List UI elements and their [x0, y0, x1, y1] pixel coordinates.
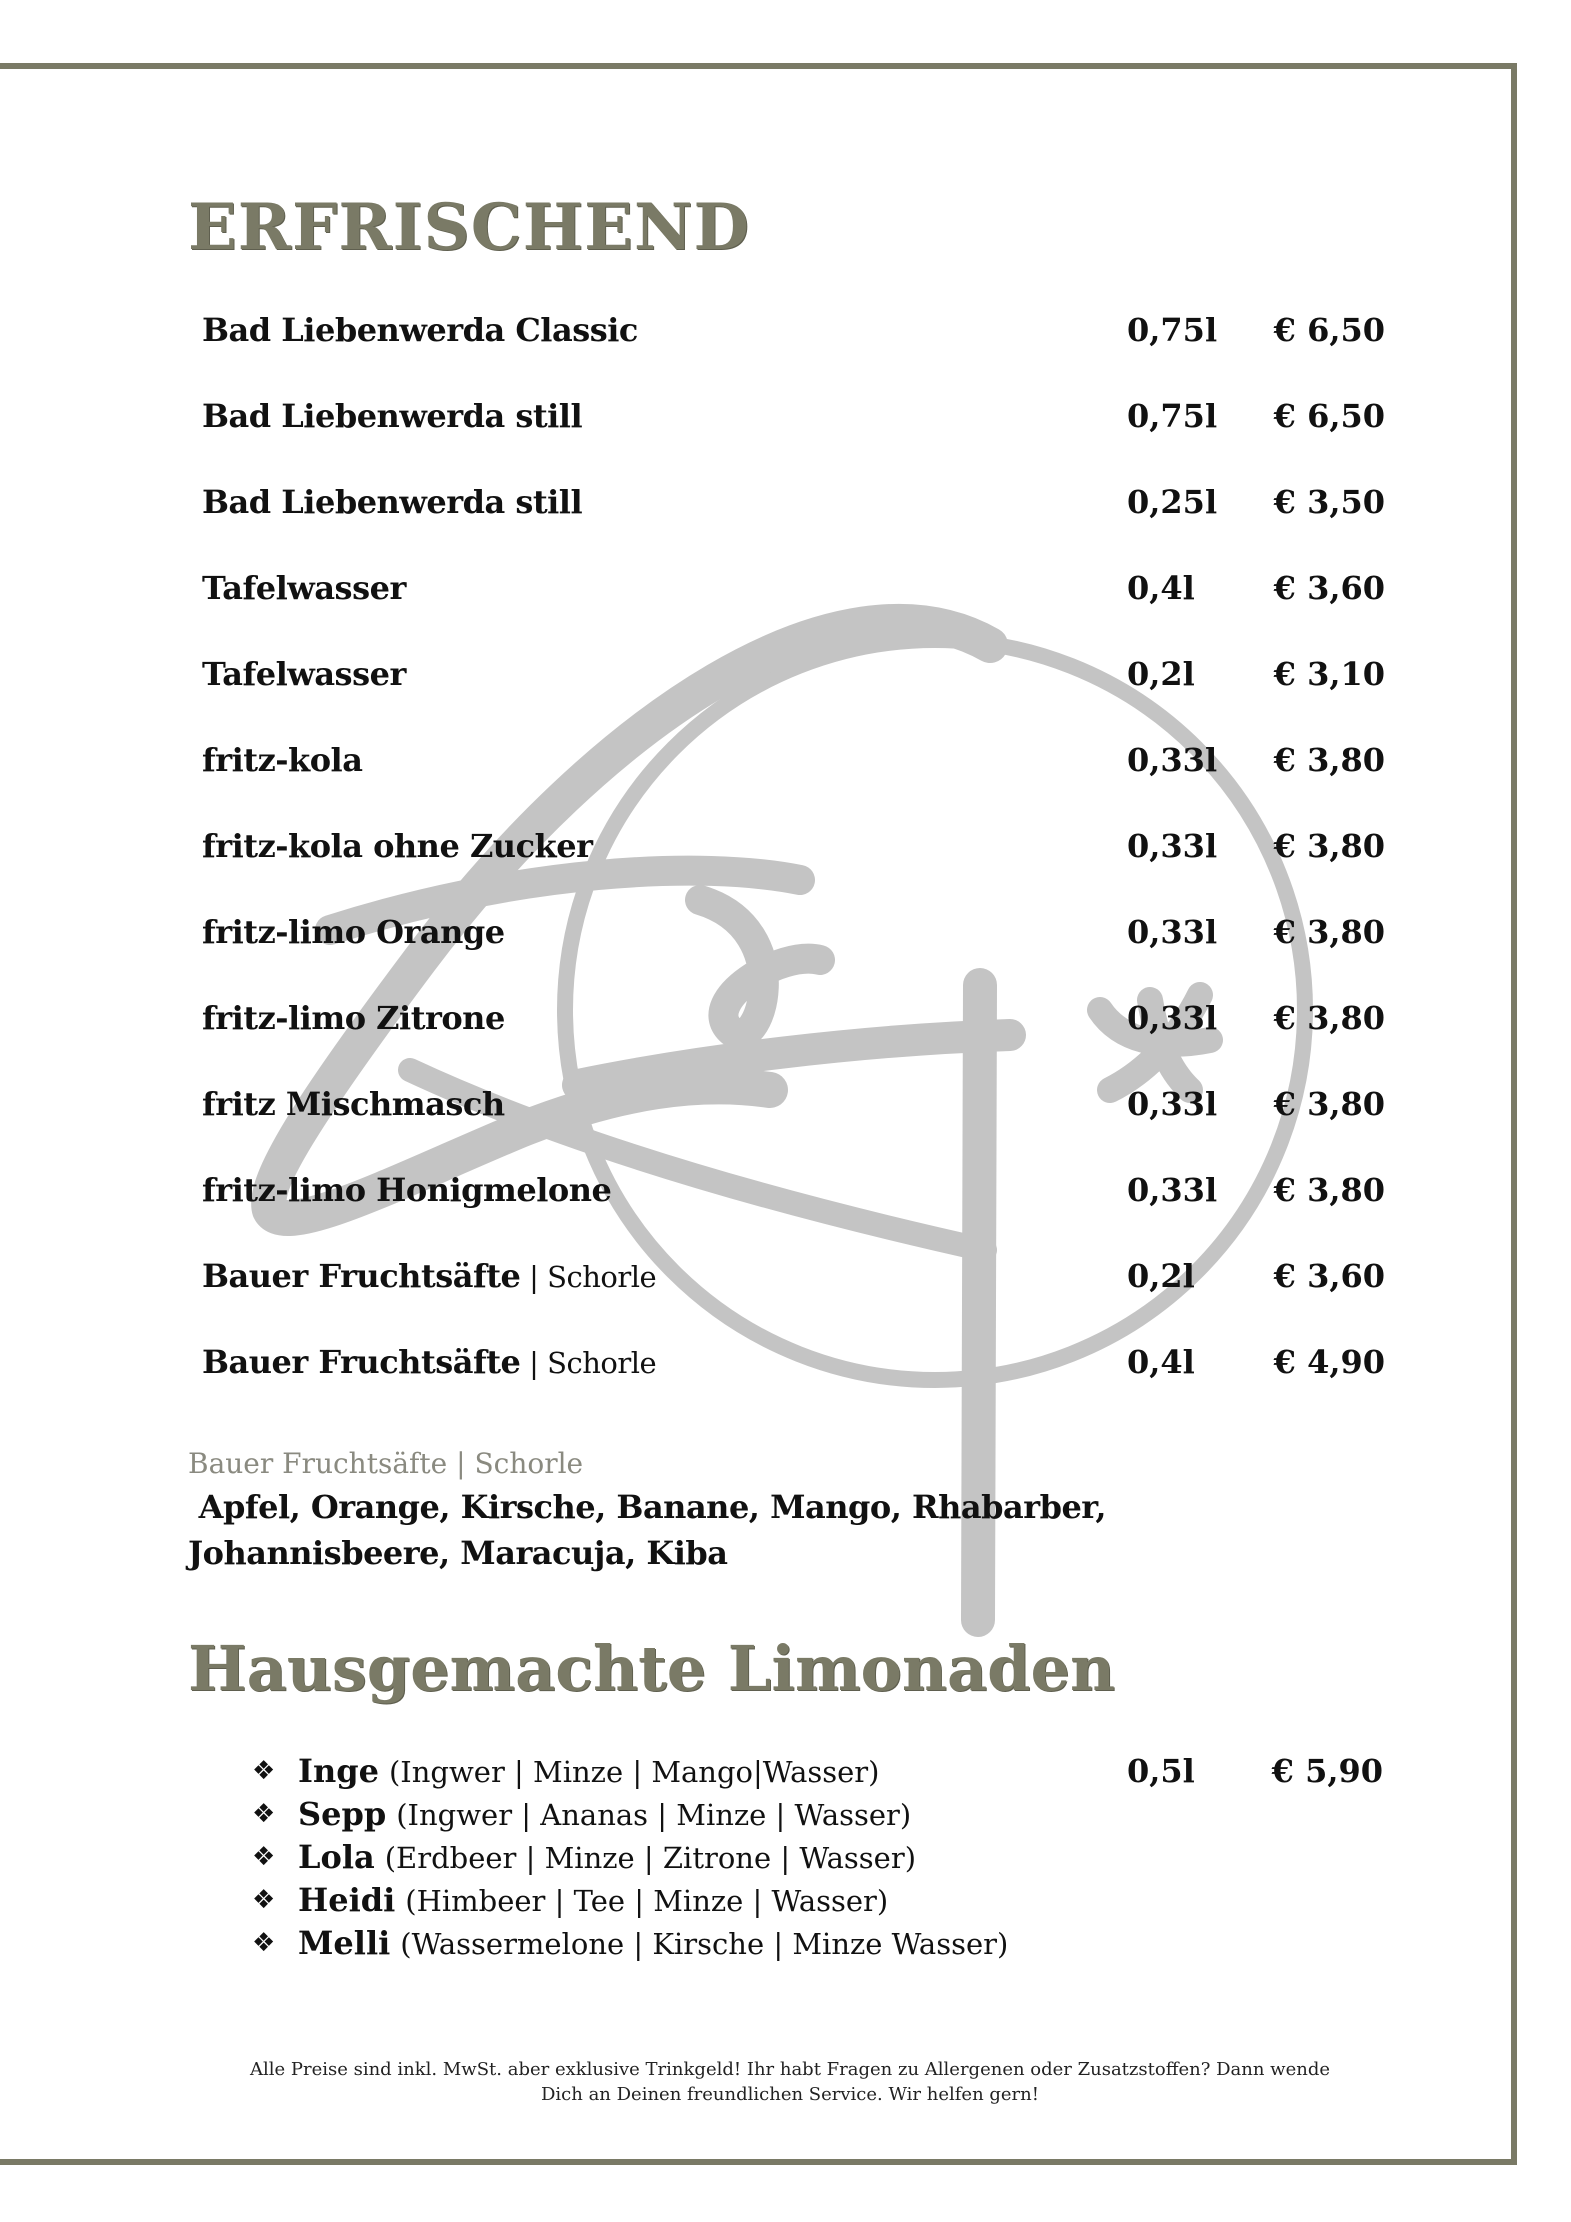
menu-item-name — [202, 655, 406, 693]
menu-item-title: Bad Liebenwerda still — [202, 397, 583, 435]
menu-item-name — [202, 827, 592, 865]
menu-item-row — [202, 1251, 1402, 1337]
lemonade-name — [298, 1752, 879, 1790]
menu-item-row — [202, 1079, 1402, 1165]
juice-flavors-line-1: Apfel, Orange, Kirsche, Banane, Mango, Rhabarber, — [188, 1488, 1106, 1526]
menu-item-row — [202, 907, 1402, 993]
menu-item-name — [202, 569, 406, 607]
menu-item-name — [202, 1343, 656, 1381]
menu-item-name — [202, 483, 582, 521]
lemonade-name — [298, 1924, 1008, 1962]
menu-item-row — [202, 391, 1402, 477]
menu-item-title: Tafelwasser — [202, 569, 406, 607]
footer-line-2: Dich an Deinen freundlichen Service. Wir helfen gern! — [540, 2084, 1039, 2105]
menu-item-name — [202, 1085, 505, 1123]
lemonade-name — [298, 1795, 911, 1833]
lemonade-ingredients: (Himbeer | Tee | Minze | Wasser) — [405, 1884, 889, 1918]
menu-item-size: 0,75l — [1127, 311, 1218, 349]
footer-line-1: Alle Preise sind inkl. MwSt. aber exklusive Trinkgeld! Ihr habt Fragen zu Allergenen oder Zusatzstoffen? Dann wende — [249, 2059, 1331, 2080]
menu-item-title: fritz-limo Honigmelone — [202, 1171, 612, 1209]
menu-item-size: 0,33l — [1127, 1171, 1218, 1209]
menu-item-size: 0,4l — [1127, 569, 1195, 607]
menu-item-price: € 3,60 — [1273, 1257, 1385, 1295]
menu-item-price: € 3,60 — [1273, 569, 1385, 607]
menu-item-price: € 6,50 — [1273, 397, 1385, 435]
menu-item-price: € 3,10 — [1273, 655, 1385, 693]
menu-item-title: Tafelwasser — [202, 655, 406, 693]
diamond-bullet-icon: ❖ — [252, 1842, 276, 1872]
menu-item-row — [202, 1165, 1402, 1251]
menu-item-size: 0,4l — [1127, 1343, 1195, 1381]
juice-flavors-line-2: Johannisbeere, Maracuja, Kiba — [188, 1534, 728, 1572]
lemonade-ingredients: (Ingwer | Ananas | Minze | Wasser) — [396, 1798, 912, 1832]
lemonade-size: 0,5l — [1127, 1752, 1195, 1790]
menu-item-name — [202, 913, 505, 951]
menu-item-name — [202, 1257, 656, 1295]
lemonade-item — [252, 1881, 1402, 1924]
diamond-bullet-icon: ❖ — [252, 1928, 276, 1958]
menu-item-size: 0,33l — [1127, 999, 1218, 1037]
menu-item-title: fritz-kola — [202, 741, 363, 779]
menu-item-row — [202, 821, 1402, 907]
diamond-bullet-icon: ❖ — [252, 1799, 276, 1829]
menu-item-size: 0,2l — [1127, 655, 1195, 693]
menu-item-price: € 3,50 — [1273, 483, 1385, 521]
lemonade-ingredients: (Erdbeer | Minze | Zitrone | Wasser) — [384, 1841, 917, 1875]
menu-item-size: 0,33l — [1127, 827, 1218, 865]
lemonade-price: € 5,90 — [1271, 1752, 1383, 1790]
menu-item-name — [202, 1171, 611, 1209]
menu-item-name — [202, 741, 362, 779]
menu-item-row — [202, 993, 1402, 1079]
menu-item-note: | Schorle — [520, 1260, 657, 1294]
section-title-erfrischend: ERFRISCHEND — [188, 190, 750, 265]
lemonade-name — [298, 1838, 916, 1876]
lemonade-title: Sepp — [298, 1795, 387, 1833]
lemonade-item — [252, 1838, 1402, 1881]
menu-item-name — [202, 999, 505, 1037]
menu-item-name — [202, 311, 638, 349]
menu-item-row — [202, 305, 1402, 391]
menu-item-size: 0,2l — [1127, 1257, 1195, 1295]
menu-item-price: € 3,80 — [1273, 1085, 1385, 1123]
diamond-bullet-icon: ❖ — [252, 1885, 276, 1915]
menu-item-row — [202, 563, 1402, 649]
menu-item-size: 0,75l — [1127, 397, 1218, 435]
lemonade-item — [252, 1795, 1402, 1838]
menu-item-name — [202, 397, 582, 435]
lemonade-title: Inge — [298, 1752, 379, 1790]
menu-item-title: fritz-limo Orange — [202, 913, 505, 951]
menu-item-price: € 3,80 — [1273, 999, 1385, 1037]
lemonade-title: Lola — [298, 1838, 375, 1876]
menu-item-title: Bad Liebenwerda Classic — [202, 311, 638, 349]
diamond-bullet-icon: ❖ — [252, 1756, 276, 1786]
lemonade-list — [252, 1752, 1402, 1967]
menu-item-title: Bauer Fruchtsäfte — [202, 1257, 521, 1295]
menu-item-row — [202, 649, 1402, 735]
menu-item-title: Bad Liebenwerda still — [202, 483, 583, 521]
menu-item-price: € 6,50 — [1273, 311, 1385, 349]
juice-heading: Bauer Fruchtsäfte | Schorle — [188, 1447, 584, 1480]
menu-item-row — [202, 477, 1402, 563]
lemonade-title: Melli — [298, 1924, 391, 1962]
menu-item-price: € 3,80 — [1273, 827, 1385, 865]
lemonade-name — [298, 1881, 888, 1919]
drink-list — [202, 305, 1402, 1423]
menu-item-price: € 3,80 — [1273, 913, 1385, 951]
menu-item-title: fritz-kola ohne Zucker — [202, 827, 593, 865]
menu-item-title: fritz Mischmasch — [202, 1085, 505, 1123]
lemonade-ingredients: (Ingwer | Minze | Mango|Wasser) — [388, 1755, 880, 1789]
menu-item-row — [202, 1337, 1402, 1423]
juice-flavors — [188, 1484, 1188, 1576]
section-title-limonaden: Hausgemachte Limonaden — [188, 1632, 1116, 1705]
lemonade-item — [252, 1924, 1402, 1967]
menu-item-note: | Schorle — [520, 1346, 657, 1380]
menu-item-price: € 3,80 — [1273, 741, 1385, 779]
lemonade-ingredients: (Wassermelone | Kirsche | Minze Wasser) — [400, 1927, 1009, 1961]
menu-item-title: fritz-limo Zitrone — [202, 999, 505, 1037]
menu-item-price: € 3,80 — [1273, 1171, 1385, 1209]
lemonade-item — [252, 1752, 1402, 1795]
lemonade-title: Heidi — [298, 1881, 396, 1919]
menu-item-size: 0,33l — [1127, 913, 1218, 951]
menu-item-title: Bauer Fruchtsäfte — [202, 1343, 521, 1381]
menu-item-size: 0,33l — [1127, 741, 1218, 779]
menu-item-size: 0,33l — [1127, 1085, 1218, 1123]
menu-item-size: 0,25l — [1127, 483, 1218, 521]
footer-note — [180, 2057, 1400, 2107]
menu-item-row — [202, 735, 1402, 821]
menu-item-price: € 4,90 — [1273, 1343, 1385, 1381]
